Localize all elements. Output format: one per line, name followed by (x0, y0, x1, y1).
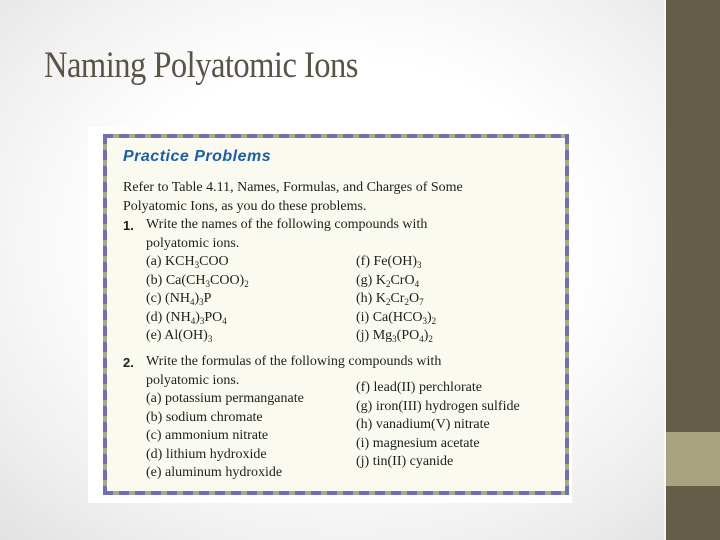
dashed-border-right (565, 134, 569, 495)
question-2-column-left (146, 390, 304, 483)
item-label: (f) (356, 380, 370, 395)
item-label: (a) (146, 254, 166, 269)
compound-name-item (146, 390, 304, 409)
item-label: (h) (356, 417, 373, 432)
formula-item (146, 253, 249, 272)
item-label: (h) (356, 291, 376, 306)
question-1-column-left (146, 253, 249, 346)
chemical-formula: $Ca(HCO_3)_2$ (372, 309, 437, 326)
question-1-column-right (356, 253, 436, 346)
item-text: iron(III) hydrogen sulfide (375, 398, 520, 414)
chemical-formula: $KCH_3COO$ (165, 254, 229, 270)
question-2-line-1: Write the formulas of the following compounds with (146, 354, 442, 369)
intro-line-2: Polyatomic Ions, as you do these problems. (123, 198, 367, 214)
formula-item (146, 290, 249, 309)
chemical-formula: $(NH_4)_3PO_4$ (165, 309, 227, 326)
item-label: (f) (356, 254, 374, 269)
chemical-formula: $K_2CrO_4$ (375, 272, 420, 289)
item-label: (d) (146, 309, 166, 325)
formula-item (356, 290, 436, 309)
compound-name-item (146, 446, 304, 465)
compound-name-item (146, 464, 304, 483)
chemical-formula: $(NH_4)_3P$ (165, 291, 212, 307)
chemical-formula: $Fe(OH)_3$ (373, 254, 422, 270)
intro-text (123, 179, 463, 216)
question-2-line-2: polyatomic ions. (146, 372, 240, 388)
practice-heading: Practice Problems (123, 148, 272, 165)
item-text: potassium permanganate (165, 391, 304, 406)
formula-item (146, 309, 249, 328)
item-label: (j) (356, 454, 370, 469)
item-label: (i) (356, 435, 370, 451)
compound-name-item (356, 435, 520, 454)
formula-item (356, 327, 436, 346)
dashed-border-left (103, 134, 107, 495)
dashed-border-bottom (103, 491, 569, 495)
compound-name-item (356, 379, 520, 398)
item-text: lithium hydroxide (165, 446, 267, 462)
formula-item (356, 309, 436, 328)
item-label: (g) (356, 272, 376, 288)
compound-name-item (146, 427, 304, 446)
question-1-line-2: polyatomic ions. (146, 235, 240, 251)
item-text: tin(II) cyanide (372, 454, 454, 469)
item-text: lead(II) perchlorate (373, 380, 482, 395)
item-label: (e) (146, 465, 162, 480)
compound-name-item (356, 398, 520, 417)
question-2-column-right (356, 379, 520, 472)
compound-name-item (356, 416, 520, 435)
item-label: (j) (356, 328, 373, 343)
formula-item (356, 253, 436, 272)
compound-name-item (146, 409, 304, 428)
dashed-border-top (103, 134, 569, 138)
question-1-line-1: Write the names of the following compounds with (146, 217, 428, 232)
formula-item (356, 272, 436, 291)
item-label: (g) (356, 398, 373, 414)
chemical-formula: $K_2Cr_2O_7$ (375, 291, 424, 307)
chemical-formula: $Ca(CH_3COO)_2$ (165, 272, 249, 289)
slide-title: Naming Polyatomic Ions (44, 45, 358, 86)
chemical-formula: $Mg_3(PO_4)_2$ (372, 328, 433, 344)
formula-item (146, 272, 249, 291)
item-label: (i) (356, 309, 373, 325)
chemical-formula: $Al(OH)_3$ (164, 328, 213, 344)
item-label: (c) (146, 428, 162, 443)
item-label: (b) (146, 409, 163, 425)
item-label: (d) (146, 446, 163, 462)
item-label: (c) (146, 291, 166, 306)
item-text: vanadium(V) nitrate (375, 417, 490, 432)
item-label: (a) (146, 391, 162, 406)
compound-name-item (356, 453, 520, 472)
decorative-sidebar-accent (666, 432, 720, 486)
item-text: aluminum hydroxide (165, 465, 283, 480)
item-label: (e) (146, 328, 165, 343)
question-1-number: 1. (123, 218, 134, 233)
item-text: sodium chromate (165, 409, 263, 425)
practice-problems-box (103, 134, 569, 495)
item-text: magnesium acetate (372, 435, 480, 451)
question-2-number: 2. (123, 355, 134, 370)
item-label: (b) (146, 272, 166, 288)
formula-item (146, 327, 249, 346)
intro-line-1: Refer to Table 4.11, Names, Formulas, and Charges of Some (123, 180, 463, 195)
item-text: ammonium nitrate (165, 428, 269, 443)
question-1-prompt (146, 216, 427, 253)
